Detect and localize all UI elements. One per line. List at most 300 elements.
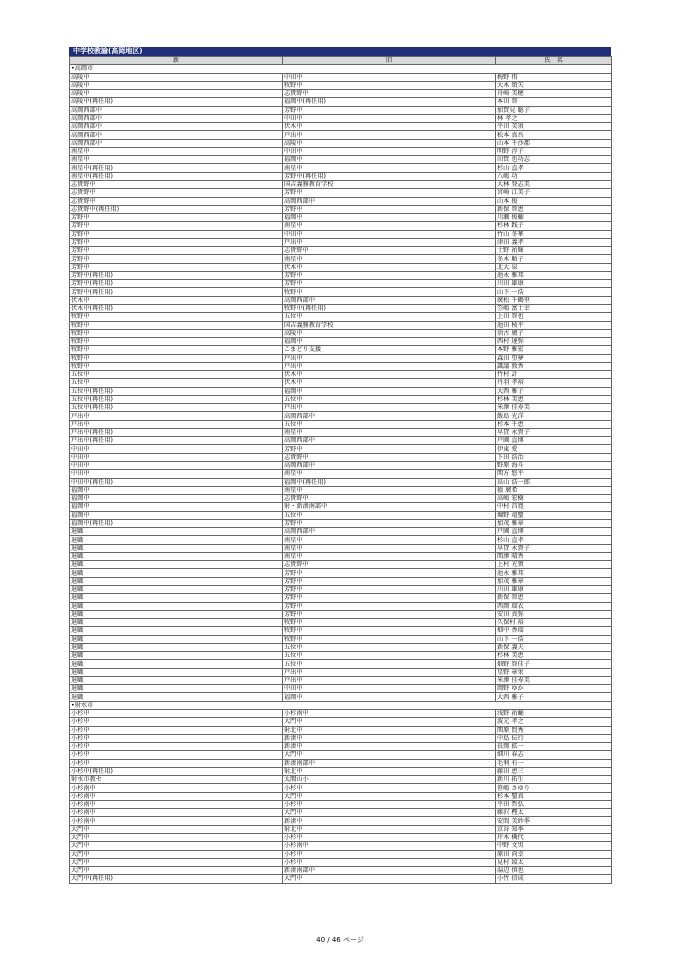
cell-new: 退職 <box>70 552 283 560</box>
table-row <box>70 486 612 494</box>
cell-old: 戸出中 <box>283 676 496 684</box>
cell-new: 大門中 <box>70 825 283 833</box>
cell-old: 新湊中 <box>283 734 496 742</box>
table-row <box>70 743 612 751</box>
table-row <box>70 676 612 684</box>
cell-old: 国吉義務教育学校 <box>283 180 496 188</box>
cell-name: 西岡 瑞衣 <box>496 602 612 610</box>
table-row <box>70 453 612 461</box>
cell-name: 山下 一浩 <box>496 288 612 296</box>
cell-name: 米澤 佳寿美 <box>496 676 612 684</box>
page-number: 40 / 46 ページ <box>316 936 364 944</box>
cell-old: 大門中 <box>283 751 496 759</box>
cell-old: 志貴野中 <box>283 561 496 569</box>
cell-old: 牧野中 <box>283 627 496 635</box>
cell-new: 芳野中 <box>70 238 283 246</box>
cell-old: 芳野中 <box>283 271 496 279</box>
cell-new: 大門中 <box>70 833 283 841</box>
cell-old: 高岡西部中 <box>283 437 496 445</box>
cell-new: 高岡西部中 <box>70 114 283 122</box>
cell-old: 芳野中 <box>283 519 496 527</box>
cell-name: 波元 孝之 <box>496 718 612 726</box>
cell-new: 小杉南中 <box>70 784 283 792</box>
cell-new: 大門中 <box>70 842 283 850</box>
cell-name: 原田 尚幸 <box>496 850 612 858</box>
cell-old: 南星中 <box>283 222 496 230</box>
cell-new: 中田中 <box>70 453 283 461</box>
cell-name: 大西 雅子 <box>496 693 612 701</box>
cell-name: 米澤 佳寿美 <box>496 404 612 412</box>
cell-old: 小杉南中 <box>283 709 496 717</box>
cell-old: 南星中 <box>283 164 496 172</box>
cell-name: 大木 頌矢 <box>496 81 612 89</box>
cell-name: 杉山 直孝 <box>496 164 612 172</box>
cell-new: 退職 <box>70 619 283 627</box>
cell-new: 五位中 <box>70 379 283 387</box>
cell-old: 戸出中 <box>283 131 496 139</box>
cell-new: 牧野中 <box>70 313 283 321</box>
table-row <box>70 288 612 296</box>
cell-old: 芳野中 <box>283 280 496 288</box>
cell-new: 伏木中(再任用) <box>70 304 283 312</box>
cell-old: 芳野中 <box>283 569 496 577</box>
cell-name: 川田 雄康 <box>496 586 612 594</box>
table-row <box>70 371 612 379</box>
cell-new: 芳野中 <box>70 255 283 263</box>
cell-old: 伏木中 <box>283 123 496 131</box>
cell-old: 戸出中 <box>283 362 496 370</box>
cell-name: 舟崎 美穂 <box>496 90 612 98</box>
cell-old: 小杉中 <box>283 850 496 858</box>
cell-new: 小杉中 <box>70 709 283 717</box>
table-row <box>70 867 612 875</box>
cell-new: 戸出中(再任用) <box>70 437 283 445</box>
cell-new: 五位中 <box>70 371 283 379</box>
cell-name: 圷木 槻代 <box>496 833 612 841</box>
table-row <box>70 296 612 304</box>
table-row <box>70 751 612 759</box>
cell-old: 芳野中 <box>283 106 496 114</box>
cell-name: 畑中 香瑞 <box>496 627 612 635</box>
cell-name: 丹羽 孝裕 <box>496 379 612 387</box>
cell-name: 畑野 智佳子 <box>496 660 612 668</box>
cell-old: 戸出中 <box>283 238 496 246</box>
cell-new: 牧野中 <box>70 329 283 337</box>
cell-old: 戸出中 <box>283 354 496 362</box>
cell-name: 浅野 祐輔 <box>496 709 612 717</box>
cell-name: 湯辺 慎也 <box>496 867 612 875</box>
cell-new: 退職 <box>70 635 283 643</box>
cell-name: 猿 廣希 <box>496 486 612 494</box>
cell-name: 西村 達弥 <box>496 338 612 346</box>
table-row <box>70 263 612 271</box>
table-row <box>70 619 612 627</box>
cell-old: 南星中 <box>283 486 496 494</box>
table-row <box>70 255 612 263</box>
cell-name: 杉林 美恵 <box>496 395 612 403</box>
cell-new: 芳野中(再任用) <box>70 288 283 296</box>
cell-new: 芳野中 <box>70 247 283 255</box>
cell-old: 福岡中(再任用) <box>283 478 496 486</box>
cell-name: 早貸 永貴子 <box>496 428 612 436</box>
table-row <box>70 90 612 98</box>
cell-old: 南星中 <box>283 470 496 478</box>
cell-name: 本田 智 <box>496 98 612 106</box>
cell-name: 岡野 ゆか <box>496 685 612 693</box>
table-row <box>70 247 612 255</box>
cell-old: 大門中 <box>283 875 496 883</box>
table-row <box>70 338 612 346</box>
cell-old: 大門中 <box>283 792 496 800</box>
cell-name: 中野 文男 <box>496 842 612 850</box>
cell-new: 芳野中 <box>70 214 283 222</box>
table-header-row <box>70 57 612 65</box>
table-row <box>70 825 612 833</box>
table-row <box>70 238 612 246</box>
cell-new: 高岡西部中 <box>70 139 283 147</box>
cell-old: 牧野中 <box>283 81 496 89</box>
cell-name: 平田 美須 <box>496 123 612 131</box>
cell-name: 安間 美紗季 <box>496 817 612 825</box>
cell-new: 福岡中(再任用) <box>70 519 283 527</box>
table-row <box>70 147 612 155</box>
cell-name: 川瀬 俊輔 <box>496 214 612 222</box>
table-row <box>70 164 612 172</box>
cell-name: 伊東 愛 <box>496 445 612 453</box>
table-row <box>70 709 612 717</box>
cell-name: 小竹 信成 <box>496 875 612 883</box>
cell-new: 退職 <box>70 652 283 660</box>
cell-new: 退職 <box>70 577 283 585</box>
table-body <box>70 65 612 883</box>
cell-name: 早貸 永貴子 <box>496 544 612 552</box>
cell-new: 戸出中 <box>70 412 283 420</box>
table-row <box>70 346 612 354</box>
cell-name: 笠嶋 富士幸 <box>496 304 612 312</box>
cell-old: 福岡中 <box>283 387 496 395</box>
cell-new: 南星中 <box>70 156 283 164</box>
cell-name: 杉本 聖真 <box>496 792 612 800</box>
cell-new: 中田中(再任用) <box>70 478 283 486</box>
cell-name: 上田 智也 <box>496 313 612 321</box>
cell-old: 中田中 <box>283 147 496 155</box>
cell-name: 久保村 裕 <box>496 619 612 627</box>
cell-name: 加賀見 聡子 <box>496 106 612 114</box>
cell-new: 戸出中 <box>70 420 283 428</box>
cell-new: 退職 <box>70 643 283 651</box>
cell-name: 関原 賢秀 <box>496 726 612 734</box>
table-row <box>70 536 612 544</box>
cell-new: 退職 <box>70 627 283 635</box>
table-row <box>70 726 612 734</box>
cell-name: 津田 義孝 <box>496 238 612 246</box>
cell-new: 退職 <box>70 569 283 577</box>
cell-old: 福岡中 <box>283 156 496 164</box>
table-row <box>70 577 612 585</box>
cell-name: 松本 真吾 <box>496 131 612 139</box>
cell-new: 小杉南中 <box>70 809 283 817</box>
cell-new: 中田中 <box>70 470 283 478</box>
cell-old: 牧野中(再任用) <box>283 304 496 312</box>
cell-name: 見村 綾太 <box>496 858 612 866</box>
cell-new: 牧野中 <box>70 362 283 370</box>
table-row <box>70 668 612 676</box>
cell-name: 竹村 計 <box>496 371 612 379</box>
cell-name: 細川 春志 <box>496 751 612 759</box>
cell-old: 高岡西部中 <box>283 462 496 470</box>
section-row <box>70 65 612 73</box>
cell-old: 高陵中 <box>283 329 496 337</box>
cell-new: 牧野中 <box>70 354 283 362</box>
cell-name: 京谷 知季 <box>496 825 612 833</box>
cell-name: 須古 廣子 <box>496 329 612 337</box>
cell-old: 牧野中 <box>283 288 496 296</box>
cell-old: 五位中 <box>283 643 496 651</box>
cell-name: 堀野 竜聖 <box>496 511 612 519</box>
cell-new: 大門中 <box>70 867 283 875</box>
table-row <box>70 660 612 668</box>
cell-old: 志貴野中 <box>283 247 496 255</box>
cell-name: 加茂 雅章 <box>496 577 612 585</box>
table-row <box>70 222 612 230</box>
cell-name: 下田 浩治 <box>496 453 612 461</box>
cell-name: 大西 雅子 <box>496 387 612 395</box>
cell-new: 退職 <box>70 676 283 684</box>
document-page <box>69 47 611 884</box>
cell-old: 中田中 <box>283 230 496 238</box>
cell-new: 南星中(再任用) <box>70 172 283 180</box>
table-row <box>70 428 612 436</box>
cell-new: 牧野中 <box>70 321 283 329</box>
cell-name: 八嶋 功 <box>496 172 612 180</box>
table-row <box>70 139 612 147</box>
cell-name: 安田 真弥 <box>496 610 612 618</box>
cell-name: 飯島 光洋 <box>496 412 612 420</box>
cell-new: 退職 <box>70 544 283 552</box>
cell-old: 福岡中 <box>283 214 496 222</box>
cell-new: 退職 <box>70 693 283 701</box>
cell-old: 新湊中 <box>283 743 496 751</box>
cell-name: 杉本 千恵 <box>496 420 612 428</box>
cell-old: 五位中 <box>283 420 496 428</box>
cell-old: 射北中 <box>283 825 496 833</box>
table-row <box>70 643 612 651</box>
table-row <box>70 123 612 131</box>
table-row <box>70 833 612 841</box>
cell-new: 小杉中 <box>70 751 283 759</box>
table-row <box>70 114 612 122</box>
cell-old: 高岡西部中 <box>283 197 496 205</box>
cell-name: 高嶋 宏樹 <box>496 495 612 503</box>
cell-old: 小杉中 <box>283 784 496 792</box>
table-row <box>70 304 612 312</box>
table-row <box>70 652 612 660</box>
table-row <box>70 354 612 362</box>
table-row <box>70 784 612 792</box>
cell-name: 山本 千沙都 <box>496 139 612 147</box>
header-new: 新 <box>70 57 283 65</box>
cell-name: 杉林 美恵 <box>496 652 612 660</box>
cell-new: 高陵中 <box>70 90 283 98</box>
cell-name: 池田 稜平 <box>496 321 612 329</box>
table-row <box>70 271 612 279</box>
cell-new: 小杉南中 <box>70 792 283 800</box>
cell-new: 退職 <box>70 602 283 610</box>
table-row <box>70 767 612 775</box>
cell-new: 五位中(再任用) <box>70 395 283 403</box>
cell-old: 高岡西部中 <box>283 412 496 420</box>
cell-name: 星野 章栄 <box>496 668 612 676</box>
cell-new: 高陵中 <box>70 73 283 81</box>
cell-new: 退職 <box>70 586 283 594</box>
cell-name: 本野 雅宏 <box>496 346 612 354</box>
table-row <box>70 734 612 742</box>
section-label: •射水市 <box>70 701 612 709</box>
table-row <box>70 627 612 635</box>
table-row <box>70 172 612 180</box>
cell-new: 志貴野中 <box>70 180 283 188</box>
table-row <box>70 180 612 188</box>
cell-old: 志貴野中 <box>283 90 496 98</box>
cell-new: 退職 <box>70 685 283 693</box>
cell-name: 畠山 浩一郎 <box>496 478 612 486</box>
cell-old: 芳野中 <box>283 586 496 594</box>
cell-old: 芳野中 <box>283 602 496 610</box>
table-row <box>70 528 612 536</box>
cell-new: 中田中 <box>70 462 283 470</box>
cell-old: 五位中 <box>283 660 496 668</box>
cell-old: 伏木中 <box>283 379 496 387</box>
cell-new: 退職 <box>70 668 283 676</box>
cell-name: 林 孝之 <box>496 114 612 122</box>
table-row <box>70 395 612 403</box>
cell-old: 太閤山小 <box>283 776 496 784</box>
cell-name: 野原 海斗 <box>496 462 612 470</box>
cell-name: 杉山 直孝 <box>496 536 612 544</box>
table-row <box>70 511 612 519</box>
cell-name: 田賀 也功志 <box>496 156 612 164</box>
cell-old: 小杉中 <box>283 800 496 808</box>
cell-new: 大門中 <box>70 858 283 866</box>
cell-old: 南星中 <box>283 544 496 552</box>
cell-name: 新保 智恵 <box>496 205 612 213</box>
cell-old: 芳野中 <box>283 594 496 602</box>
table-row <box>70 156 612 164</box>
cell-new: 福岡中 <box>70 495 283 503</box>
cell-old: 国吉義務教育学校 <box>283 321 496 329</box>
table-row <box>70 544 612 552</box>
cell-name: 新保 義夫 <box>496 643 612 651</box>
table-row <box>70 230 612 238</box>
cell-new: 退職 <box>70 528 283 536</box>
cell-old: 芳野中 <box>283 445 496 453</box>
cell-new: 退職 <box>70 536 283 544</box>
cell-name: 廣松 千鶴里 <box>496 296 612 304</box>
table-row <box>70 329 612 337</box>
cell-old: 中田中 <box>283 114 496 122</box>
table-row <box>70 321 612 329</box>
cell-new: 大門中 <box>70 850 283 858</box>
cell-name: 梅野 侑 <box>496 73 612 81</box>
cell-new: 芳野中(再任用) <box>70 280 283 288</box>
table-row <box>70 685 612 693</box>
cell-old: 戸出中 <box>283 668 496 676</box>
cell-old: 高岡西部中 <box>283 296 496 304</box>
cell-name: 長岡 拡一 <box>496 743 612 751</box>
table-row <box>70 842 612 850</box>
table-row <box>70 569 612 577</box>
cell-name: 池永 雅邦 <box>496 569 612 577</box>
cell-name: 池永 雅邦 <box>496 271 612 279</box>
cell-old: 牧野中 <box>283 619 496 627</box>
table-row <box>70 420 612 428</box>
cell-name: 竹山 冬華 <box>496 230 612 238</box>
table-row <box>70 98 612 106</box>
cell-old: 牧野中 <box>283 635 496 643</box>
cell-old: 新湊南部中 <box>283 867 496 875</box>
cell-new: 芳野中 <box>70 263 283 271</box>
cell-new: 伏木中 <box>70 296 283 304</box>
transfer-table <box>69 56 612 884</box>
cell-old: 芳野中(再任用) <box>283 172 496 180</box>
cell-new: 芳野中 <box>70 222 283 230</box>
cell-new: 退職 <box>70 594 283 602</box>
cell-old: 伏木中 <box>283 371 496 379</box>
table-row <box>70 313 612 321</box>
cell-name: 川田 雄康 <box>496 280 612 288</box>
cell-new: 南星中 <box>70 147 283 155</box>
cell-old: 大門中 <box>283 809 496 817</box>
table-row <box>70 792 612 800</box>
table-row <box>70 858 612 866</box>
table-row <box>70 635 612 643</box>
cell-old: 芳野中 <box>283 577 496 585</box>
cell-new: 小杉中 <box>70 734 283 742</box>
table-row <box>70 817 612 825</box>
cell-name: 山本 俊 <box>496 197 612 205</box>
cell-old: 射・新湊南部中 <box>283 503 496 511</box>
cell-new: 福岡中 <box>70 486 283 494</box>
table-row <box>70 594 612 602</box>
cell-name: 新保 智恵 <box>496 594 612 602</box>
cell-name: 宮崎 江美子 <box>496 189 612 197</box>
table-row <box>70 404 612 412</box>
cell-name: 藤沢 樫太 <box>496 809 612 817</box>
table-row <box>70 800 612 808</box>
cell-new: 志貴野中 <box>70 189 283 197</box>
cell-old: 芳野中 <box>283 189 496 197</box>
table-row <box>70 693 612 701</box>
cell-old: 福岡中(再任用) <box>283 98 496 106</box>
table-row <box>70 437 612 445</box>
cell-new: 志貴野中(再任用) <box>70 205 283 213</box>
header-old: 旧 <box>283 57 496 65</box>
table-row <box>70 189 612 197</box>
cell-old: 志貴野中 <box>283 495 496 503</box>
cell-new: 牧野中 <box>70 338 283 346</box>
cell-old: 五位中 <box>283 511 496 519</box>
cell-name: 北大 泉 <box>496 263 612 271</box>
cell-name: 平田 哲弘 <box>496 800 612 808</box>
table-row <box>70 106 612 114</box>
cell-new: 高陵中 <box>70 81 283 89</box>
cell-name: 識議 敦香 <box>496 362 612 370</box>
table-row <box>70 362 612 370</box>
table-row <box>70 478 612 486</box>
cell-new: 福岡中 <box>70 511 283 519</box>
cell-new: 志貴野中 <box>70 197 283 205</box>
cell-new: 小杉中 <box>70 759 283 767</box>
